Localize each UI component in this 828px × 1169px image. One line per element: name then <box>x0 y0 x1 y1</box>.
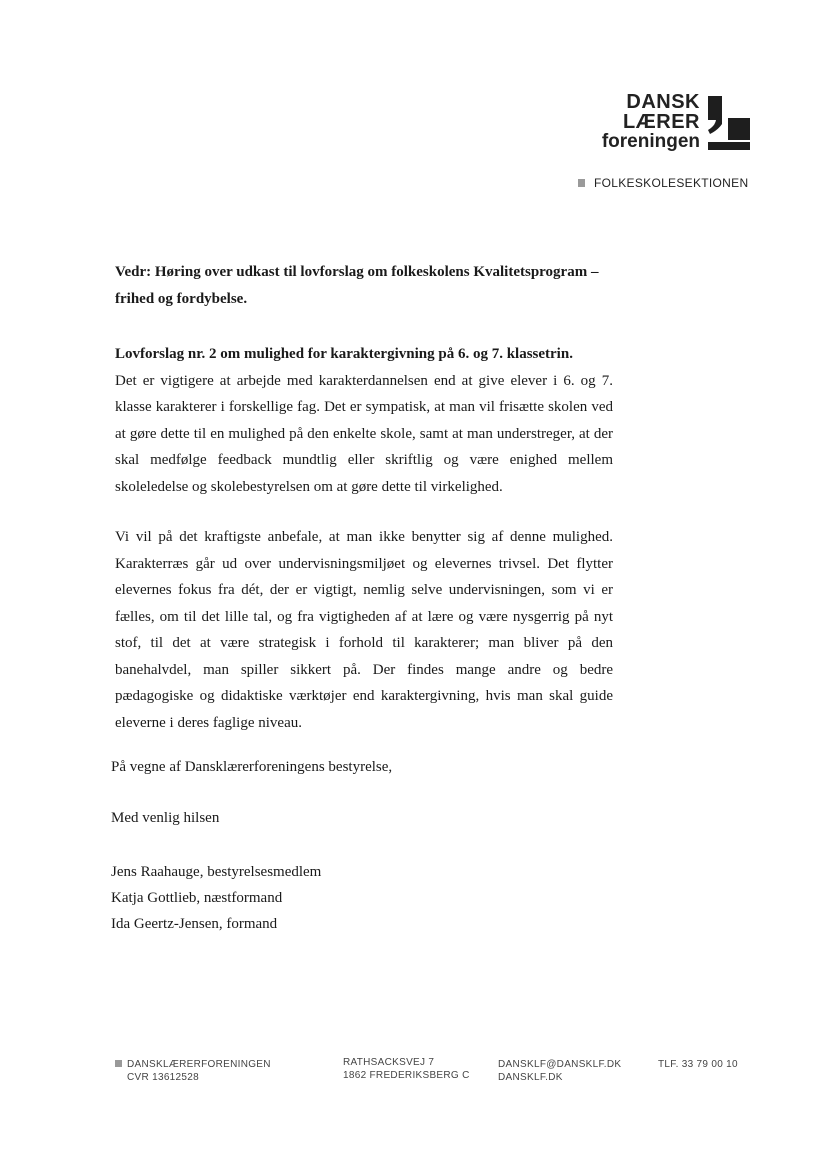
footer-contact <box>498 1058 621 1084</box>
square-bullet-icon <box>115 1060 122 1067</box>
body-paragraph-2: Vi vil på det kraftigste anbefale, at man ikke benytter sig af denne mulighed. Karakterræs går ud over undervisningsmiljøet og elevernes trivsel. Det flytter elevernes fokus fra dét, der er vigtigt, nemlig selve undervisningen, som vi er fælles, om til det lille tal, og fra vigtigheden af at lære og være nysgerrig på nyt stof, til det at være strategisk i forhold til karakterer; man bliver på den banehalvdel, man spiller sikkert på. Der findes mange andre og bedre pædagogiske og didaktiske værktøjer end karaktergivning, hvis man skal guide eleverne i deres faglige niveau. <box>115 529 613 731</box>
logo-mark-icon <box>706 96 752 154</box>
footer-org-name: DANSKLÆRERFORENINGEN <box>127 1059 271 1070</box>
section-label <box>578 176 748 190</box>
footer-cvr: CVR 13612528 <box>127 1072 199 1083</box>
signatory-2: Katja Gottlieb, næstformand <box>111 890 283 906</box>
footer-email: DANSKLF@DANSKLF.DK <box>498 1059 622 1070</box>
footer-web: DANSKLF.DK <box>498 1072 563 1083</box>
organization-logo <box>600 92 760 162</box>
footer-organization <box>115 1058 271 1084</box>
logo-line-2: LÆRER <box>623 111 700 133</box>
letter-body <box>115 341 613 500</box>
square-bullet-icon <box>578 179 585 187</box>
body-paragraph-1: Det er vigtigere at arbejde med karakterdannelsen end at give elever i 6. og 7. klasse karakterer i forskellige fag. Det er sympatisk, at man vil frisætte skolen ved at gøre dette til en mulighed på den enkelte skole, samt at man understreger, at der skal medfølge feedback mundtlig eller skriftlig og være enighed mellem skoleledelse og skolebestyrelsen om at gøre dette til virkelighed. <box>115 372 613 495</box>
signatory-1: Jens Raahauge, bestyrelsesmedlem <box>111 864 322 880</box>
letter-subject: Vedr: Høring over udkast til lovforslag om folkeskolens Kvalitetsprogram – frihed og fordybelse. <box>115 264 599 307</box>
footer-address <box>343 1056 470 1082</box>
section-label-text: FOLKESKOLESEKTIONEN <box>594 176 749 190</box>
on-behalf-line: På vegne af Dansklærerforeningens bestyrelse, <box>111 759 393 775</box>
greeting-line: Med venlig hilsen <box>111 810 220 826</box>
logo-wordmark <box>600 92 700 152</box>
footer-street: RATHSACKSVEJ 7 <box>343 1057 435 1068</box>
logo-line-3: foreningen <box>601 131 700 152</box>
footer-city: 1862 FREDERIKSBERG C <box>343 1070 470 1081</box>
letter-body-continued <box>115 524 613 736</box>
footer-phone: TLF. 33 79 00 10 <box>658 1059 738 1070</box>
bill-heading: Lovforslag nr. 2 om mulighed for karaktergivning på 6. og 7. klassetrin. <box>115 346 573 362</box>
signatory-3: Ida Geertz-Jensen, formand <box>111 916 278 932</box>
logo-line-1: DANSK <box>626 91 700 113</box>
